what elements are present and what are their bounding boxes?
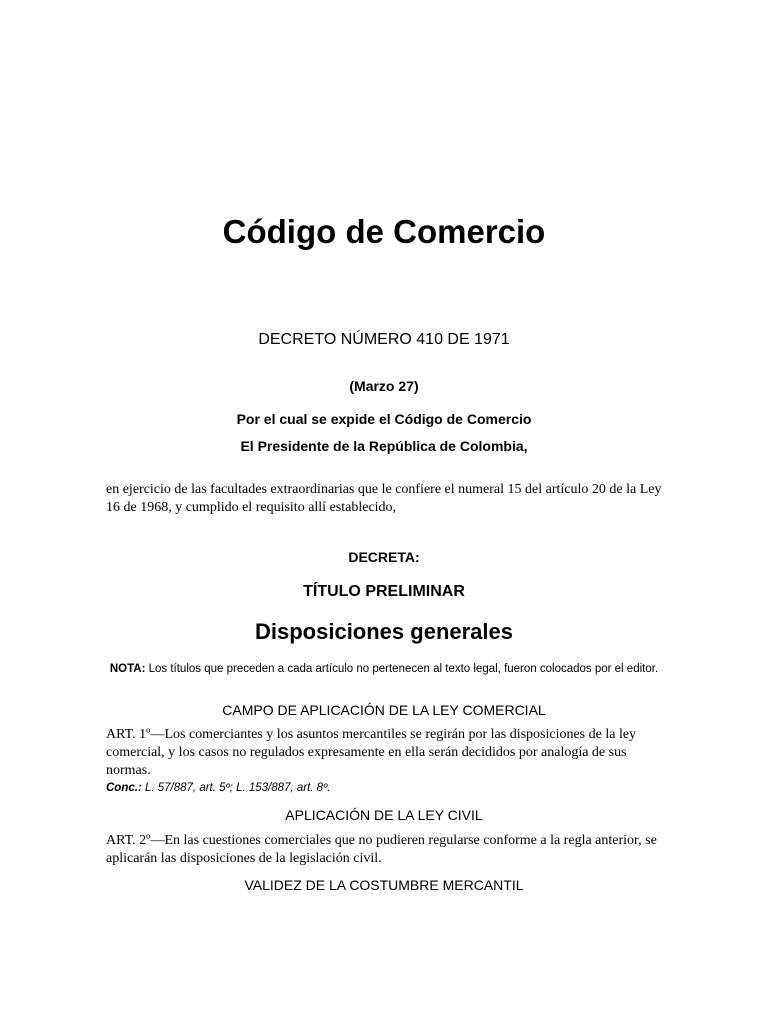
article-1-text: ART. 1º—Los comerciantes y los asuntos mercantiles se regirán por las disposiciones de la ley comercial, y los casos no regulados expresamente en ella serán decididos por analogía de sus normas.	[106, 727, 637, 778]
document-title: Código de Comercio	[222, 213, 546, 250]
titulo-preliminar-heading: TÍTULO PRELIMINAR	[303, 583, 465, 600]
decree-issuer: El Presidente de la República de Colombia,	[240, 438, 528, 454]
article-1-heading: CAMPO DE APLICACIÓN DE LA LEY COMERCIAL	[222, 702, 546, 718]
preamble-paragraph: en ejercicio de las facultades extraordinarias que le confiere el numeral 15 del artículo 20 de la Ley 16 de 1968, y cumplido el requisito allí establecido,	[106, 482, 662, 515]
decreta-heading: DECRETA:	[348, 549, 420, 565]
editor-note	[106, 661, 662, 677]
editor-note-text: Los títulos que preceden a cada artículo no pertenecen al texto legal, fueron colocados por el editor.	[145, 663, 659, 675]
article-2-heading: APLICACIÓN DE LA LEY CIVIL	[285, 807, 483, 823]
editor-note-label: NOTA:	[109, 663, 146, 675]
concordance-text: L. 57/887, art. 5º; L. 153/887, art. 8º.	[141, 782, 331, 794]
decree-subject: Por el cual se expide el Código de Comercio	[236, 411, 532, 427]
section-heading: Disposiciones generales	[255, 619, 513, 644]
article-2-text: ART. 2º—En las cuestiones comerciales que no pudieren regularse conforme a la regla anterior, se aplicarán las disposiciones de la legislación civil.	[106, 833, 657, 866]
decree-date: (Marzo 27)	[349, 378, 419, 394]
article-3-heading: VALIDEZ DE LA COSTUMBRE MERCANTIL	[244, 877, 524, 893]
article-1-concordance	[106, 781, 330, 795]
decree-number: DECRETO NÚMERO 410 DE 1971	[258, 331, 510, 348]
concordance-label: Conc.:	[106, 782, 142, 794]
